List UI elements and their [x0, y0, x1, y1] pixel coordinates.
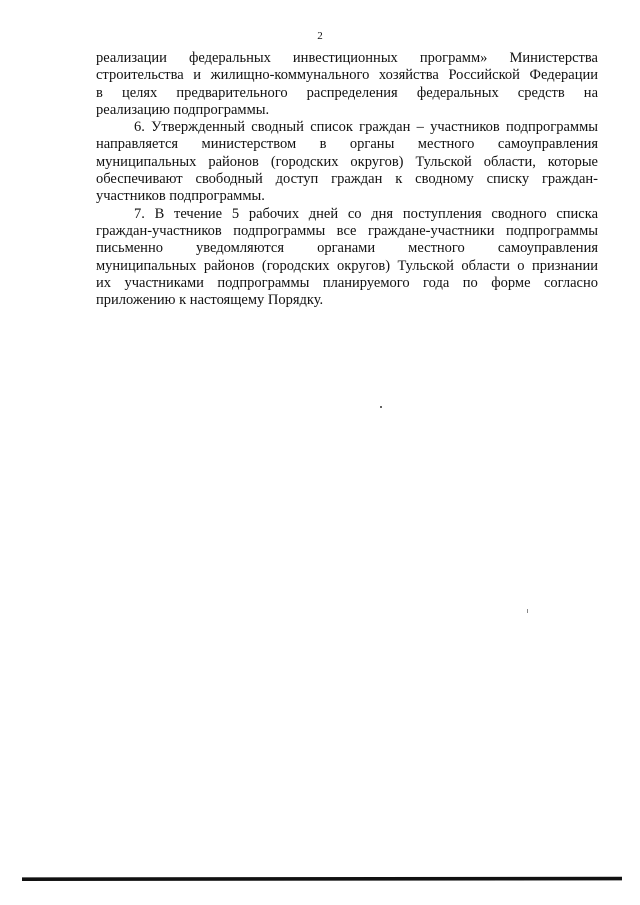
document-body [96, 50, 598, 309]
text-line: направляется министерством в органы местного самоуправления [96, 136, 598, 153]
text-line: муниципальных районов (городских округов) Тульской области, которые [96, 153, 598, 170]
paragraph-item-7 [96, 206, 598, 310]
text-line: граждан-участников подпрограммы все граждане-участники подпрограммы [96, 222, 598, 239]
text-line: обеспечивают свободный доступ граждан к сводному списку граждан- [96, 171, 598, 188]
text-line: письменно уведомляются органами местного самоуправления [96, 240, 598, 257]
text-line: строительства и жилищно-коммунального хозяйства Российской Федерации [96, 67, 598, 84]
text-line: приложению к настоящему Порядку. [96, 292, 324, 309]
text-line: в целях предварительного распределения федеральных средств на [96, 84, 598, 101]
text-line: их участниками подпрограммы планируемого года по форме согласно [96, 274, 598, 291]
paragraph-item-6 [96, 119, 598, 205]
bottom-border-line [22, 876, 622, 882]
text-line: 6. Утвержденный сводный список граждан – участников подпрограммы [134, 119, 598, 136]
paragraph-continuation [96, 50, 598, 119]
text-line: 7. В течение 5 рабочих дней со дня поступления сводного списка [134, 205, 598, 222]
page-number: 2 [317, 30, 323, 42]
scan-speck [380, 406, 382, 408]
text-line: участников подпрограммы. [96, 188, 265, 205]
text-line: реализации федеральных инвестиционных программ» Министерства [96, 50, 598, 66]
scan-speck [527, 609, 528, 613]
text-line: реализацию подпрограммы. [96, 101, 270, 118]
text-line: муниципальных районов (городских округов) Тульской области о признании [96, 257, 598, 274]
